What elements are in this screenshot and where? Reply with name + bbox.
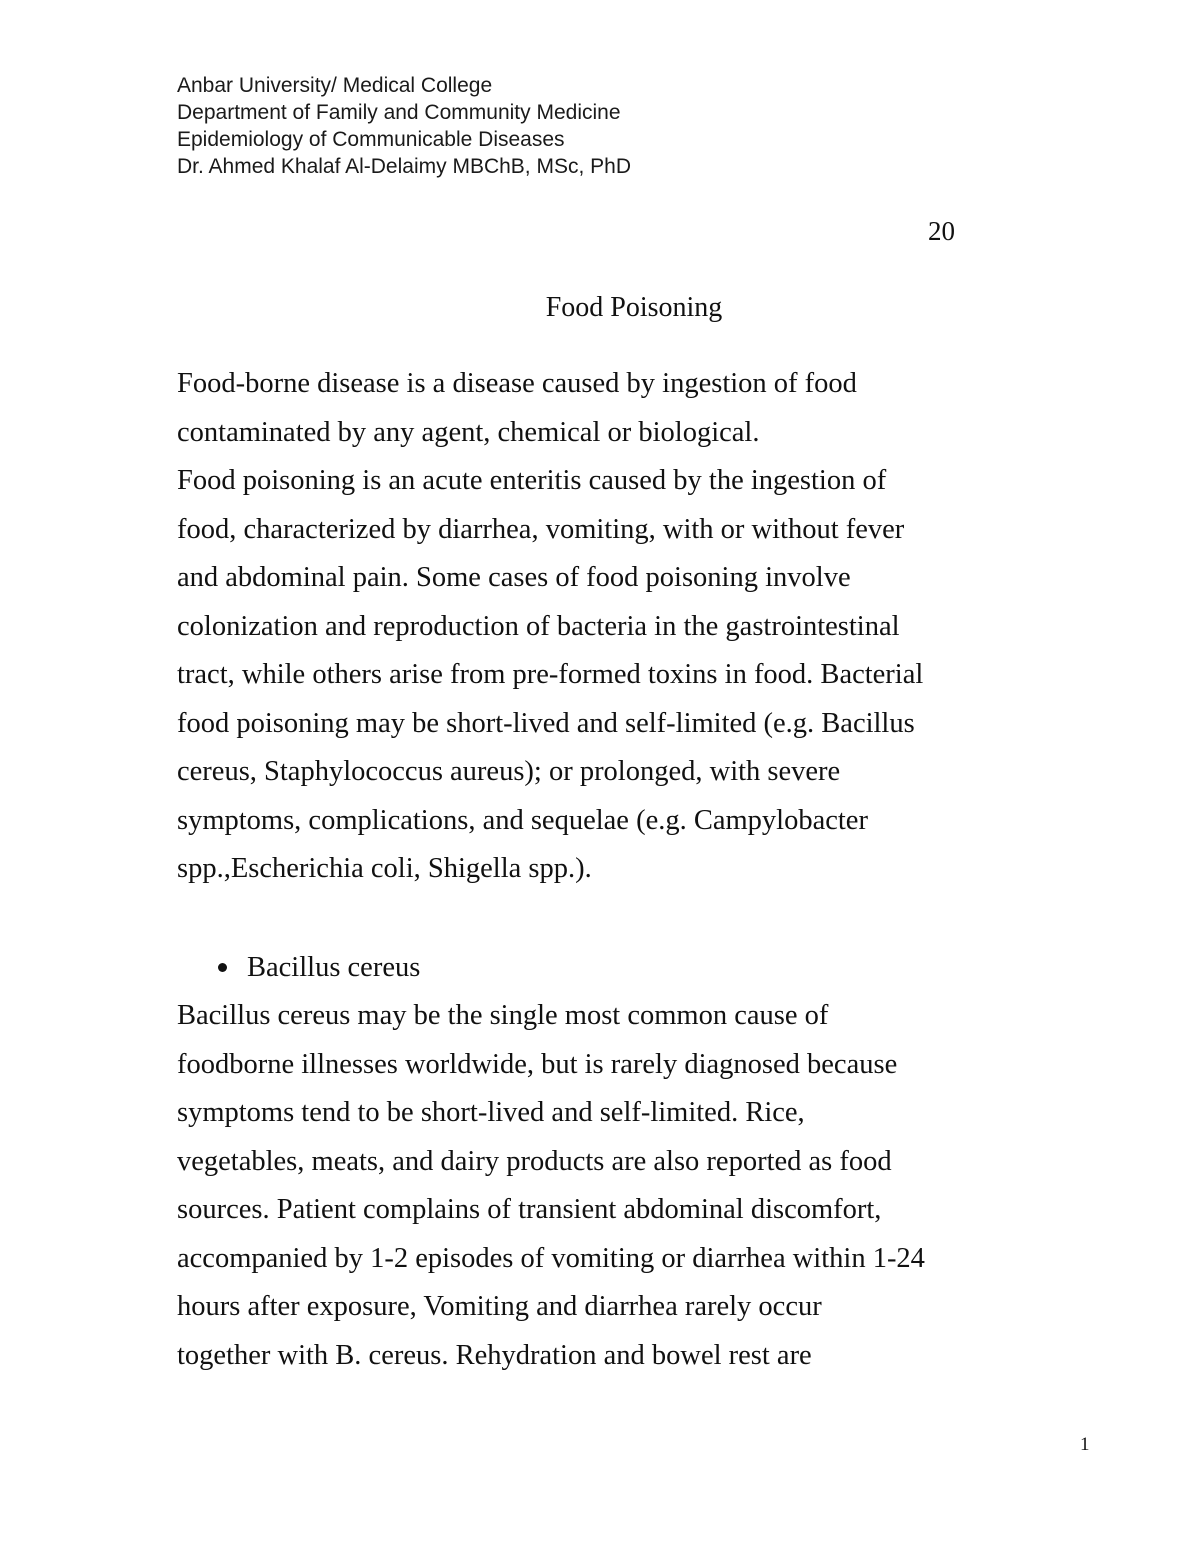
text-line: food, characterized by diarrhea, vomiting, with or without fever [177,513,905,545]
text-line: symptoms, complications, and sequelae (e.g. Campylobacter [177,804,868,836]
text-line: together with B. cereus. Rehydration and bowel rest are [177,1339,812,1371]
text-line: symptoms tend to be short-lived and self-limited. Rice, [177,1097,805,1128]
header-university: Anbar University/ Medical College [177,74,493,97]
header-department: Department of Family and Community Medicine [177,101,621,124]
bullet-bacillus-cereus [218,944,420,993]
text-line: cereus, Staphylococcus aureus); or prolonged, with severe [177,756,841,787]
text-line: vegetables, meats, and dairy products are also reported as food [177,1145,892,1177]
text-line: colonization and reproduction of bacteria in the gastrointestinal [177,610,900,642]
header-course: Epidemiology of Communicable Diseases [177,128,565,151]
lecture-number: 20 [928,216,955,246]
text-line: tract, while others arise from pre-formed toxins in food. Bacterial [177,659,924,690]
text-line: spp.,Escherichia coli, Shigella spp.). [177,853,592,884]
document-header [177,72,631,180]
text-line: food poisoning may be short-lived and self-limited (e.g. Bacillus [177,707,915,739]
text-line: sources. Patient complains of transient abdominal discomfort, [177,1194,882,1225]
page-title: Food Poisoning [545,292,723,323]
intro-paragraph [177,360,1107,894]
header-author: Dr. Ahmed Khalaf Al-Delaimy MBChB, MSc, PhD [177,155,631,178]
text-line: Food-borne disease is a disease caused by ingestion of food [177,368,857,399]
text-line: contaminated by any agent, chemical or biological. [177,416,760,448]
bullet-dot-icon [218,963,227,972]
bacillus-paragraph [177,992,1107,1380]
text-line: accompanied by 1-2 episodes of vomiting or diarrhea within 1-24 [177,1242,925,1274]
bullet-heading: Bacillus cereus [247,952,421,983]
text-line: foodborne illnesses worldwide, but is rarely diagnosed because [177,1048,898,1080]
text-line: Food poisoning is an acute enteritis caused by the ingestion of [177,465,887,496]
text-line: and abdominal pain. Some cases of food poisoning involve [177,562,851,593]
text-line: hours after exposure, Vomiting and diarrhea rarely occur [177,1291,822,1322]
text-line: Bacillus cereus may be the single most common cause of [177,1000,829,1031]
page-number: 1 [1080,1434,1090,1455]
